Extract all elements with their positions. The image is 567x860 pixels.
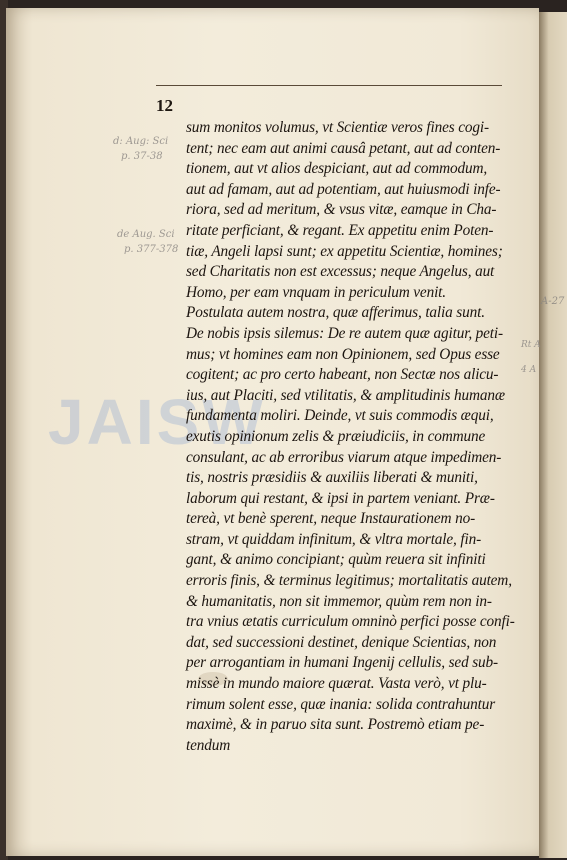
text-line: aut ad famam, aut ad potentiam, aut huiusmodi infe- bbox=[186, 180, 501, 198]
margin-note: d: Aug: Sci bbox=[113, 136, 169, 147]
page-number: 12 bbox=[156, 96, 173, 115]
facing-page-edge bbox=[539, 12, 567, 858]
margin-note: p. 37-38 bbox=[121, 151, 163, 162]
text-line: tent; nec eam aut animi causâ petant, aut ad conten- bbox=[186, 139, 501, 157]
text-line: mus; vt homines eam non Opinionem, sed Opus esse bbox=[186, 345, 500, 363]
text-line: tionem, aut vt alios despiciant, aut ad commodum, bbox=[186, 160, 488, 178]
text-line: Homo, per eam vnquam in periculum venit. bbox=[186, 283, 446, 301]
text-line: fundamenta moliri. Deinde, vt suis commodis æqui, bbox=[186, 407, 494, 425]
text-line: tereà, vt benè sperent, neque Instaurationem no- bbox=[186, 510, 476, 528]
watermark: JAISW bbox=[48, 386, 266, 458]
text-line: tis, nostris præsidiis & auxiliis liberati & muniti, bbox=[186, 469, 478, 487]
margin-note: 4 A bbox=[521, 365, 537, 375]
header-rule bbox=[156, 85, 502, 86]
margin-note: de Aug. Sci bbox=[117, 229, 175, 240]
text-line: per arrogantiam in humani Ingenij cellulis, sed sub- bbox=[186, 654, 498, 672]
text-line: sum monitos volumus, vt Scientiæ veros fines cogi- bbox=[186, 119, 489, 136]
text-line: tiæ, Angeli lapsi sunt; ex appetitu Scientiæ, homines; bbox=[186, 242, 503, 260]
text-line: dat, sed successioni destinet, denique Scientias, non bbox=[186, 633, 497, 651]
text-line: laborum qui restant, & ipsi in partem veniant. Præ- bbox=[186, 489, 495, 507]
margin-note: A-27 bbox=[541, 296, 565, 307]
text-line: rimum solent esse, quæ inania: solida contrahuntur bbox=[186, 695, 496, 713]
text-line: tendum bbox=[186, 736, 231, 754]
text-line: exutis opinionum zelis & præiudiciis, in commune bbox=[186, 427, 486, 445]
text-line: stram, vt quiddam infinitum, & vltra mortale, fin- bbox=[186, 530, 482, 548]
text-line: maximè, & in paruo sita sunt. Postremò etiam pe- bbox=[186, 716, 485, 734]
text-line: tra vnius ætatis curriculum omninò perfici posse confi- bbox=[186, 613, 515, 631]
text-line: erroris finis, & terminus legitimus; mortalitatis autem, bbox=[186, 572, 512, 590]
text-line: & humanitatis, non sit immemor, quùm rem non in- bbox=[186, 592, 492, 610]
text-line: sed Charitatis non est excessus; neque Angelus, aut bbox=[186, 263, 495, 281]
text-line: gant, & animo concipiant; quùm reuera sit infiniti bbox=[186, 551, 486, 569]
text-line: ius, aut Placiti, sed vtilitatis, & amplitudinis humanæ bbox=[186, 386, 505, 404]
text-line: ritate perficiant, & regant. Ex appetitu enim Poten- bbox=[186, 221, 494, 239]
body-text bbox=[186, 118, 516, 756]
text-line: missè in mundo maiore quærat. Vasta verò, vt plu- bbox=[186, 675, 487, 693]
text-line: riora, sed ad meritum, & vsus vitæ, eamque in Cha- bbox=[186, 201, 497, 219]
text-line: cogitent; ac pro certo habeant, non Sectæ nos alicu- bbox=[186, 366, 499, 384]
margin-note: p. 377-378 bbox=[124, 244, 179, 255]
text-line: consulant, ac ab erroribus viarum atque impedimen- bbox=[186, 448, 502, 466]
text-line: De nobis ipsis silemus: De re autem quæ agitur, peti- bbox=[186, 324, 503, 342]
text-line: Postulata autem nostra, quæ afferimus, talia sunt. bbox=[186, 304, 485, 322]
margin-note: Rt A bbox=[521, 340, 541, 350]
